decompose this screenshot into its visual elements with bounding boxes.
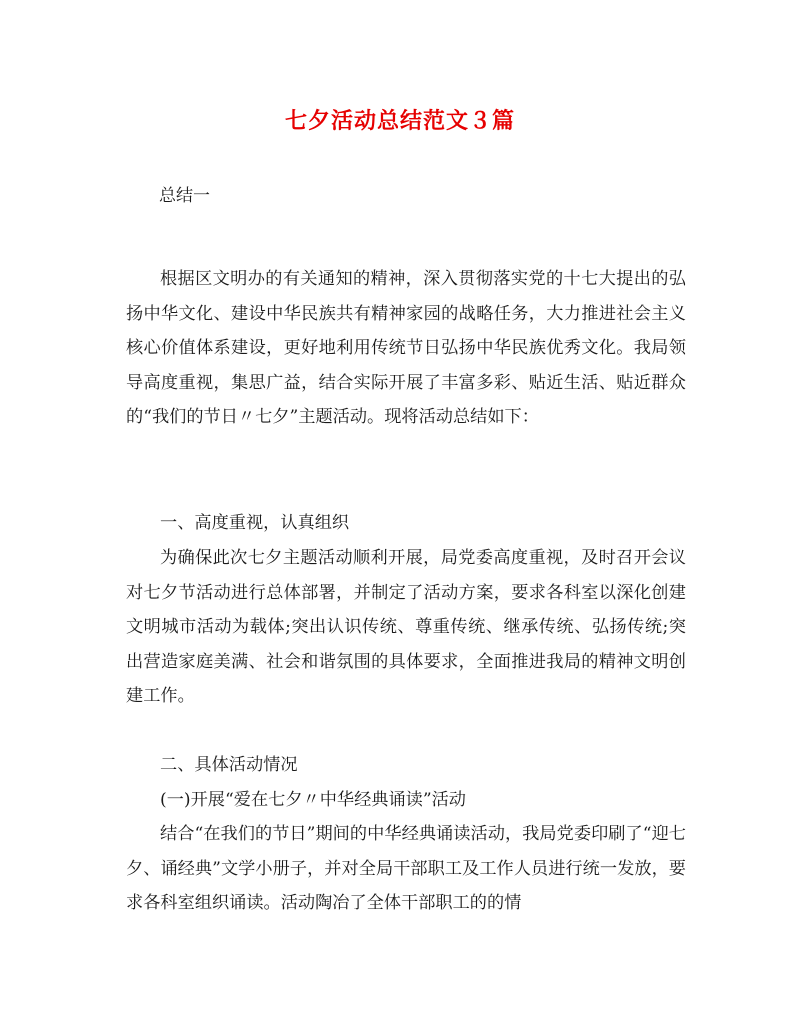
subheading-1: 一、高度重视，认真组织	[160, 513, 350, 533]
subheading-2-1: (一)开展“爱在七夕〃中华经典诵读”活动	[160, 790, 466, 810]
subheading-2: 二、具体活动情况	[160, 755, 298, 775]
paragraph-activity: 结合“在我们的节日”期间的中华经典诵读活动，我局党委印刷了“迎七夕、诵经典”文学小册子，并对全局干部职工及工作人员进行统一发放，要求各科室组织诵读。活动陶冶了全体干部职工的的情	[126, 824, 686, 914]
paragraph-intro: 根据区文明办的有关通知的精神，深入贯彻落实党的十七大提出的弘扬中华文化、建设中华民族共有精神家园的战略任务，大力推进社会主义核心价值体系建设，更好地利用传统节日弘扬中华民族优秀文化。我局领导高度重视，集思广益，结合实际开展了丰富多彩、贴近生活、贴近群众的“我们的节日〃七夕”主题活动。现将活动总结如下：	[126, 269, 686, 428]
document-title: 七夕活动总结范文３篇	[284, 108, 515, 134]
section-heading: 总结一	[159, 186, 210, 206]
paragraph-organization: 为确保此次七夕主题活动顺利开展，局党委高度重视，及时召开会议对七夕节活动进行总体部署，并制定了活动方案，要求各科室以深化创建文明城市活动为载体;突出认识传统、尊重传统、继承传统、弘扬传统;突出营造家庭美满、社会和谐氛围的具体要求，全面推进我局的精神文明创建工作。	[126, 548, 686, 707]
